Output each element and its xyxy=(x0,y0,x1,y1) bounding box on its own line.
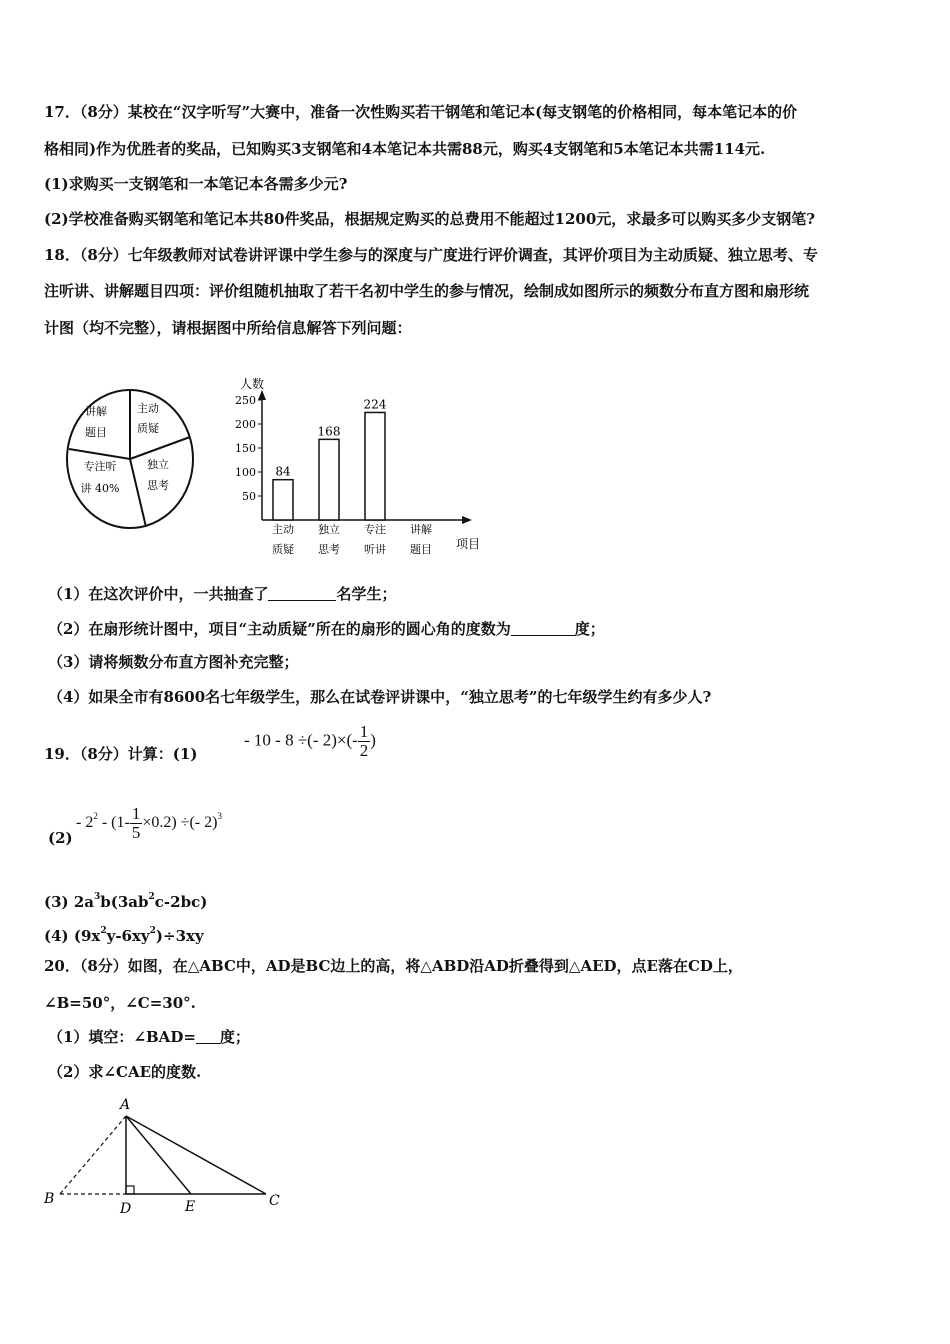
q18-p2-blank[interactable] xyxy=(511,619,575,636)
q19-expr2-den: 5 xyxy=(131,823,141,842)
x-category-label: 题目 xyxy=(410,543,432,556)
segment-AB xyxy=(60,1116,126,1194)
q18-p4: （4）如果全市有8600名七年级学生，那么在试卷评讲课中，“独立思考”的七年级学生约有多少人? xyxy=(48,688,712,706)
q18-p3: （3）请将频数分布直方图补充完整； xyxy=(48,653,299,671)
pie-label-listen-2: 讲 40% xyxy=(80,482,120,495)
point-A: A xyxy=(120,1097,131,1113)
x-category-label: 讲解 xyxy=(410,523,432,536)
x-category-label: 独立 xyxy=(318,523,340,536)
x-axis-label: 项目 xyxy=(456,537,481,551)
right-angle-mark xyxy=(126,1186,134,1194)
bar-chart xyxy=(228,370,498,562)
q19-expr2-a: - 2 xyxy=(76,814,94,832)
q18-p2-pre: （2）在扇形统计图中，项目“主动质疑”所在的扇形的圆心角的度数为 xyxy=(48,620,511,638)
y-tick-label: 200 xyxy=(235,418,256,431)
pie-chart xyxy=(58,385,203,535)
bar-value-label: 168 xyxy=(317,424,341,439)
point-B: B xyxy=(44,1191,55,1207)
q17-part1: (1)求购买一支钢笔和一本笔记本各需多少元? xyxy=(44,175,348,193)
pie-label-explain-1: 讲解 xyxy=(85,405,107,418)
y-tick-label: 150 xyxy=(235,442,256,455)
q20-p2: （2）求∠CAE的度数. xyxy=(48,1063,202,1081)
q19-expr1-main: - 10 - 8 ÷(- 2)×(- xyxy=(244,730,358,750)
q19-expr2-num: 1 xyxy=(131,804,141,823)
q19-p3-s2: 2 xyxy=(148,892,155,902)
q19-p3-b: b(3ab xyxy=(100,893,149,911)
q20-p1 xyxy=(48,1027,910,1047)
q19-p3 xyxy=(44,887,910,912)
triangle-figure xyxy=(40,1092,290,1222)
q19-p4-s1: 2 xyxy=(100,926,107,936)
q19-p3-a: (3) 2a xyxy=(44,893,95,911)
q19-p4-c: )÷3xy xyxy=(155,927,204,945)
q20-p1-blank[interactable] xyxy=(196,1027,220,1044)
q18-line2: 注听讲、讲解题目四项：评价组随机抽取了若干名初中学生的参与情况，绘制成如图所示的频数分布直方图和扇形统 xyxy=(44,282,810,300)
q19-p4-b: y-6xy xyxy=(106,927,150,945)
q19-expr1-close: ) xyxy=(370,730,376,750)
x-axis-arrow xyxy=(462,516,472,524)
q20-line1: 20．（8分）如图，在△ABC中，AD是BC边上的高，将△ABD沿AD折叠得到△AED，点E落在CD上， xyxy=(44,957,743,975)
x-category-label: 思考 xyxy=(318,543,340,556)
q19-p4-s2: 2 xyxy=(149,926,156,936)
q19-expr1-num: 1 xyxy=(359,722,369,741)
pie-label-think-2: 思考 xyxy=(147,479,169,492)
q19-expr1 xyxy=(244,723,376,760)
y-tick-label: 250 xyxy=(235,394,256,407)
q19-expr2-c: ×0.2) ÷(- 2) xyxy=(142,814,218,832)
q20-line2: ∠B=50°，∠C=30°. xyxy=(44,994,196,1012)
pie-label-explain-2: 题目 xyxy=(85,426,107,439)
q17-line2: 格相同)作为优胜者的奖品，已知购买3支钢笔和4本笔记本共需88元，购买4支钢笔和5本笔记本共需114元. xyxy=(44,140,766,158)
q17-line1: 17．（8分）某校在“汉字听写”大赛中，准备一次性购买若干钢笔和笔记本(每支钢笔的价格相同，每本笔记本的价 xyxy=(44,103,798,121)
q19-expr1-den: 2 xyxy=(359,741,369,760)
x-category-label: 主动 xyxy=(272,523,294,536)
q17-part2: (2)学校准备购买钢笔和笔记本共80件奖品，根据规定购买的总费用不能超过1200元，求最多可以购买多少支钢笔? xyxy=(44,210,816,228)
bar-value-label: 84 xyxy=(275,464,291,479)
q18-line3: 计图（均不完整），请根据图中所给信息解答下列问题： xyxy=(44,319,412,337)
x-category-label: 专注 xyxy=(364,523,386,536)
y-axis-label: 人数 xyxy=(240,377,265,391)
q18-p2 xyxy=(48,619,910,639)
q18-p1 xyxy=(48,584,910,604)
y-tick-label: 100 xyxy=(235,466,256,479)
bar xyxy=(319,439,339,520)
q19-p2-label: (2) xyxy=(48,829,73,847)
pie-label-question-2: 质疑 xyxy=(137,422,159,435)
q19-label: 19．（8分）计算：(1) xyxy=(44,745,198,763)
q20-p1-post: 度； xyxy=(219,1028,250,1046)
point-E: E xyxy=(185,1199,196,1215)
q20-p1-pre: （1）填空：∠BAD= xyxy=(48,1028,196,1046)
y-axis-arrow xyxy=(258,390,266,400)
q19-expr1-frac xyxy=(358,723,371,760)
q19-expr2-b: - (1- xyxy=(97,814,130,832)
bar xyxy=(273,480,293,520)
q19-expr2 xyxy=(76,805,222,842)
y-tick-label: 50 xyxy=(242,490,256,503)
segment-AC xyxy=(126,1116,266,1194)
q19-expr2-frac xyxy=(130,805,143,842)
x-category-label: 质疑 xyxy=(272,543,294,556)
q19-p4-a: (4) (9x xyxy=(44,927,101,945)
bar xyxy=(365,412,385,520)
q19-p3-s1: 3 xyxy=(94,892,101,902)
bar-value-label: 224 xyxy=(363,397,387,412)
pie-label-listen-1: 专注听 xyxy=(83,460,117,473)
q18-p1-pre: （1）在这次评价中，一共抽查了 xyxy=(48,585,269,603)
q19-expr2-a-sup: 2 xyxy=(93,811,98,822)
point-C: C xyxy=(269,1193,280,1209)
q18-p1-blank[interactable] xyxy=(268,584,336,601)
point-D: D xyxy=(120,1201,132,1217)
q18-line1: 18．（8分）七年级教师对试卷讲评课中学生参与的深度与广度进行评价调查，其评价项目为主动质疑、独立思考、专 xyxy=(44,246,818,264)
pie-label-think-1: 独立 xyxy=(147,458,169,471)
segment-AE xyxy=(126,1116,191,1194)
pie-label-question-1: 主动 xyxy=(137,402,159,415)
q18-p2-post: 度； xyxy=(574,620,605,638)
q19-p3-c: c-2bc) xyxy=(154,893,208,911)
q19-expr2-c-sup: 3 xyxy=(217,811,222,822)
q18-p1-post: 名学生； xyxy=(336,585,397,603)
q19-p4 xyxy=(44,921,910,946)
x-category-label: 听讲 xyxy=(364,543,386,556)
